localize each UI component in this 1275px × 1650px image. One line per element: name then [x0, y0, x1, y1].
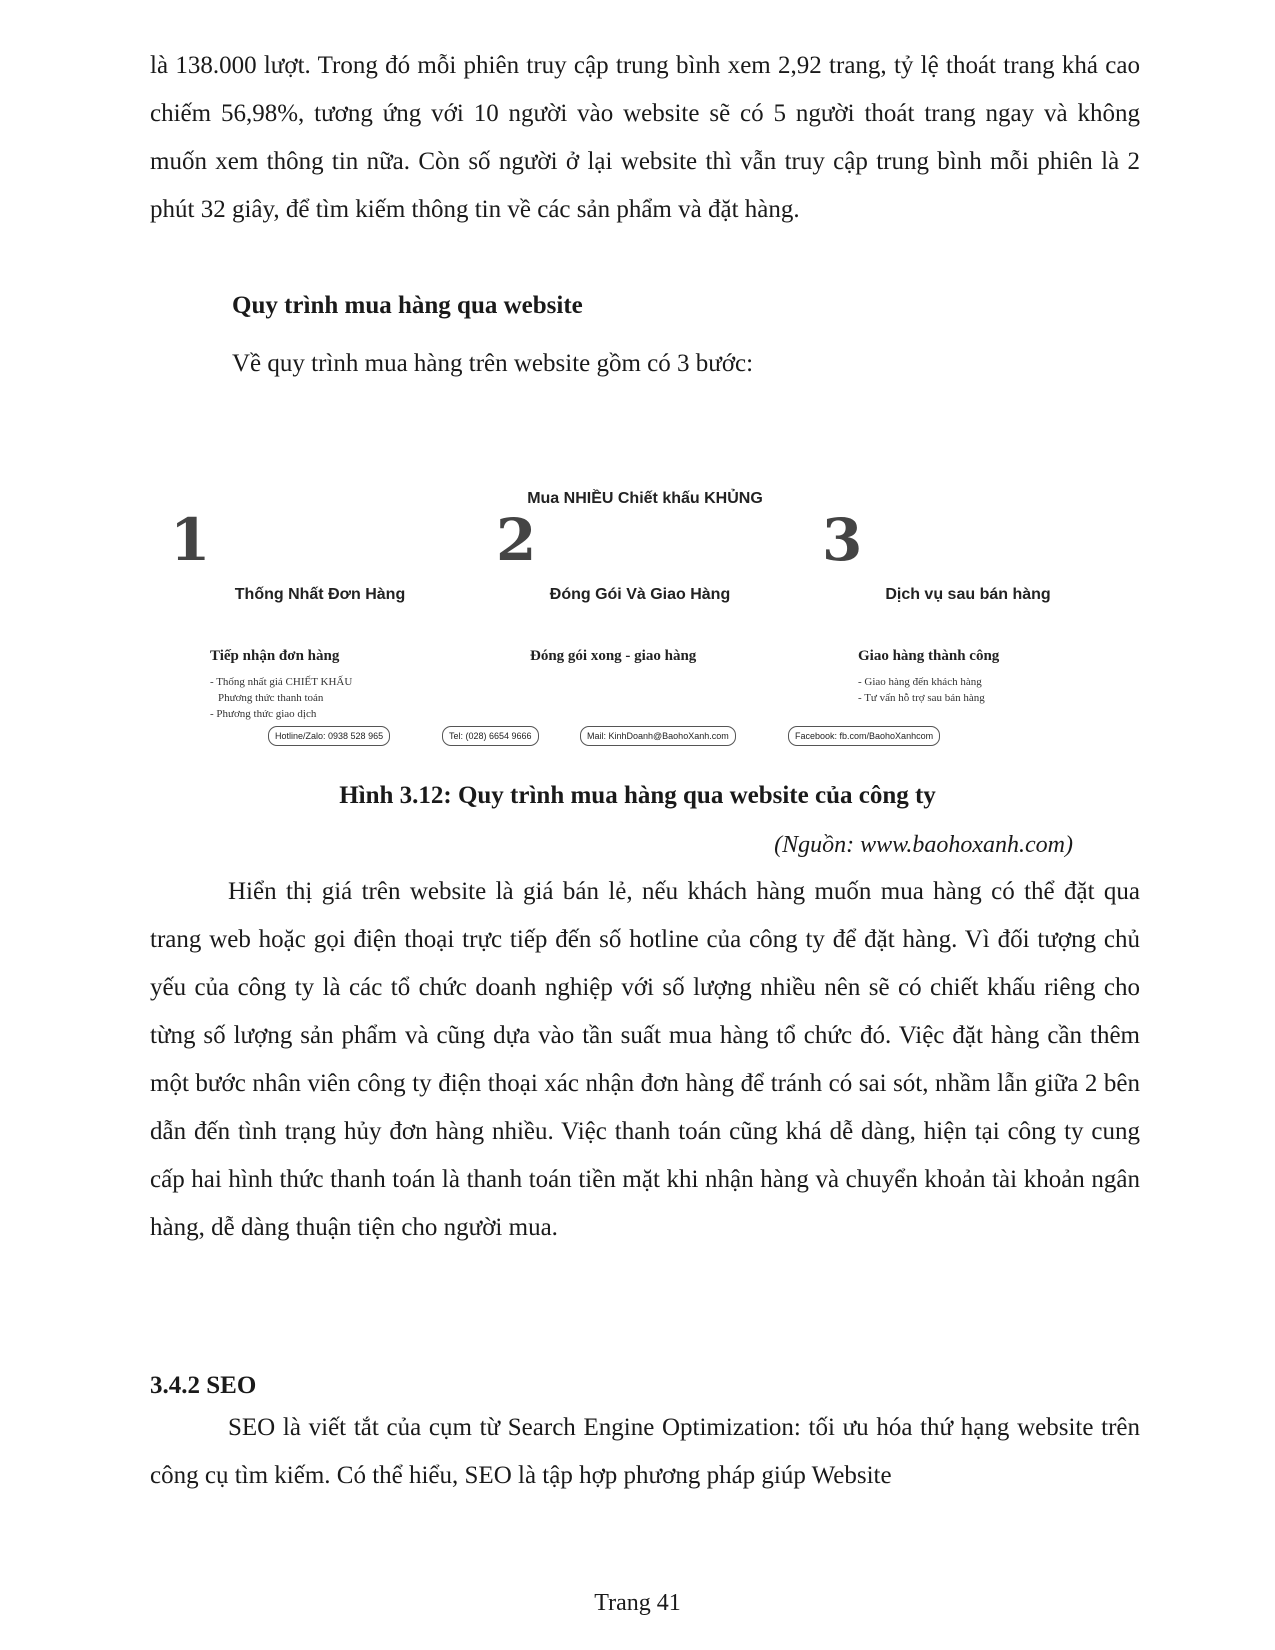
paragraph-website-stats: là 138.000 lượt. Trong đó mỗi phiên truy cập trung bình xem 2,92 trang, tỷ lệ thoát trang khá cao chiếm 56,98%, tương ứng với 10 người vào website sẽ có 5 người thoát trang ngay và không muốn xem thông tin nữa. Còn số người ở lại website thì vẫn truy cập trung bình mỗi phiên là 2 phút 32 giây, để tìm kiếm thông tin về các sản phẩm và đặt hàng.	[150, 52, 1140, 223]
step-list-3	[858, 674, 985, 706]
step-title-1: Thống Nhất Đơn Hàng	[234, 586, 406, 603]
paragraph-pricing: Hiển thị giá trên website là giá bán lẻ, nếu khách hàng muốn mua hàng có thể đặt qua trang web hoặc gọi điện thoại trực tiếp đến số hotline của công ty để đặt hàng. Vì đối tượng chủ yếu của công ty là các tổ chức doanh nghiệp với số lượng nhiều nên sẽ có chiết khấu riêng cho từng số lượng sản phẩm và cũng dựa vào tần suất mua hàng tổ chức đó. Việc đặt hàng cần thêm một bước nhân viên công ty điện thoại xác nhận đơn hàng để tránh có sai sót, nhầm lẫn giữa 2 bên dẫn đến tình trạng hủy đơn hàng nhiều. Việc thanh toán cũng khá dễ dàng, hiện tại công ty cung cấp hai hình thức thanh toán là thanh toán tiền mặt khi nhận hàng và chuyển khoản tài khoản ngân hàng, dễ dàng thuận tiện cho người mua.	[150, 878, 1140, 1241]
figure-source: (Nguồn: www.baohoxanh.com)	[774, 832, 1073, 858]
list-item: Phương thức thanh toán	[218, 692, 324, 704]
list-item: - Giao hàng đến khách hàng	[858, 676, 982, 688]
subheading-purchase-process: Quy trình mua hàng qua website	[232, 292, 583, 319]
step-title-3: Dịch vụ sau bán hàng	[885, 586, 1051, 603]
page-number: Trang 41	[594, 1590, 681, 1616]
step-subtitle-3: Giao hàng thành công	[858, 648, 1000, 664]
figure-caption: Hình 3.12: Quy trình mua hàng qua website của công ty	[339, 782, 936, 809]
step-number-3: 3	[822, 506, 863, 574]
contact-tel: Tel: (028) 6654 9666	[442, 726, 539, 746]
paragraph-seo: SEO là viết tắt của cụm từ Search Engine Optimization: tối ưu hóa thứ hạng website trên công cụ tìm kiếm. Có thể hiểu, SEO là tập hợp phương pháp giúp Website	[150, 1414, 1140, 1489]
contact-facebook: Facebook: fb.com/BaohoXanhcom	[788, 726, 940, 746]
figure-banner: Mua NHIỀU Chiết khấu KHỦNG	[527, 490, 763, 507]
step-subtitle-1: Tiếp nhận đơn hàng	[210, 648, 340, 664]
intro-sentence: Về quy trình mua hàng trên website gồm có 3 bước:	[232, 350, 754, 377]
step-2	[490, 508, 790, 738]
purchase-process-figure	[170, 478, 1120, 758]
contact-mail: Mail: KinhDoanh@BaohoXanh.com	[580, 726, 736, 746]
section-heading-seo: 3.4.2 SEO	[150, 1372, 257, 1399]
step-number-1: 1	[170, 506, 211, 574]
list-item: - Tư vấn hỗ trợ sau bán hàng	[858, 692, 985, 704]
step-list-1	[210, 674, 352, 722]
step-title-2: Đóng Gói Và Giao Hàng	[549, 586, 731, 603]
contact-hotline: Hotline/Zalo: 0938 528 965	[268, 726, 390, 746]
list-item: - Thống nhất giá CHIẾT KHẤU	[210, 676, 353, 688]
step-3	[818, 508, 1118, 738]
step-1	[170, 508, 470, 738]
step-number-2: 2	[496, 506, 537, 574]
step-subtitle-2: Đóng gói xong - giao hàng	[530, 648, 697, 664]
list-item: - Phương thức giao dịch	[210, 708, 317, 720]
